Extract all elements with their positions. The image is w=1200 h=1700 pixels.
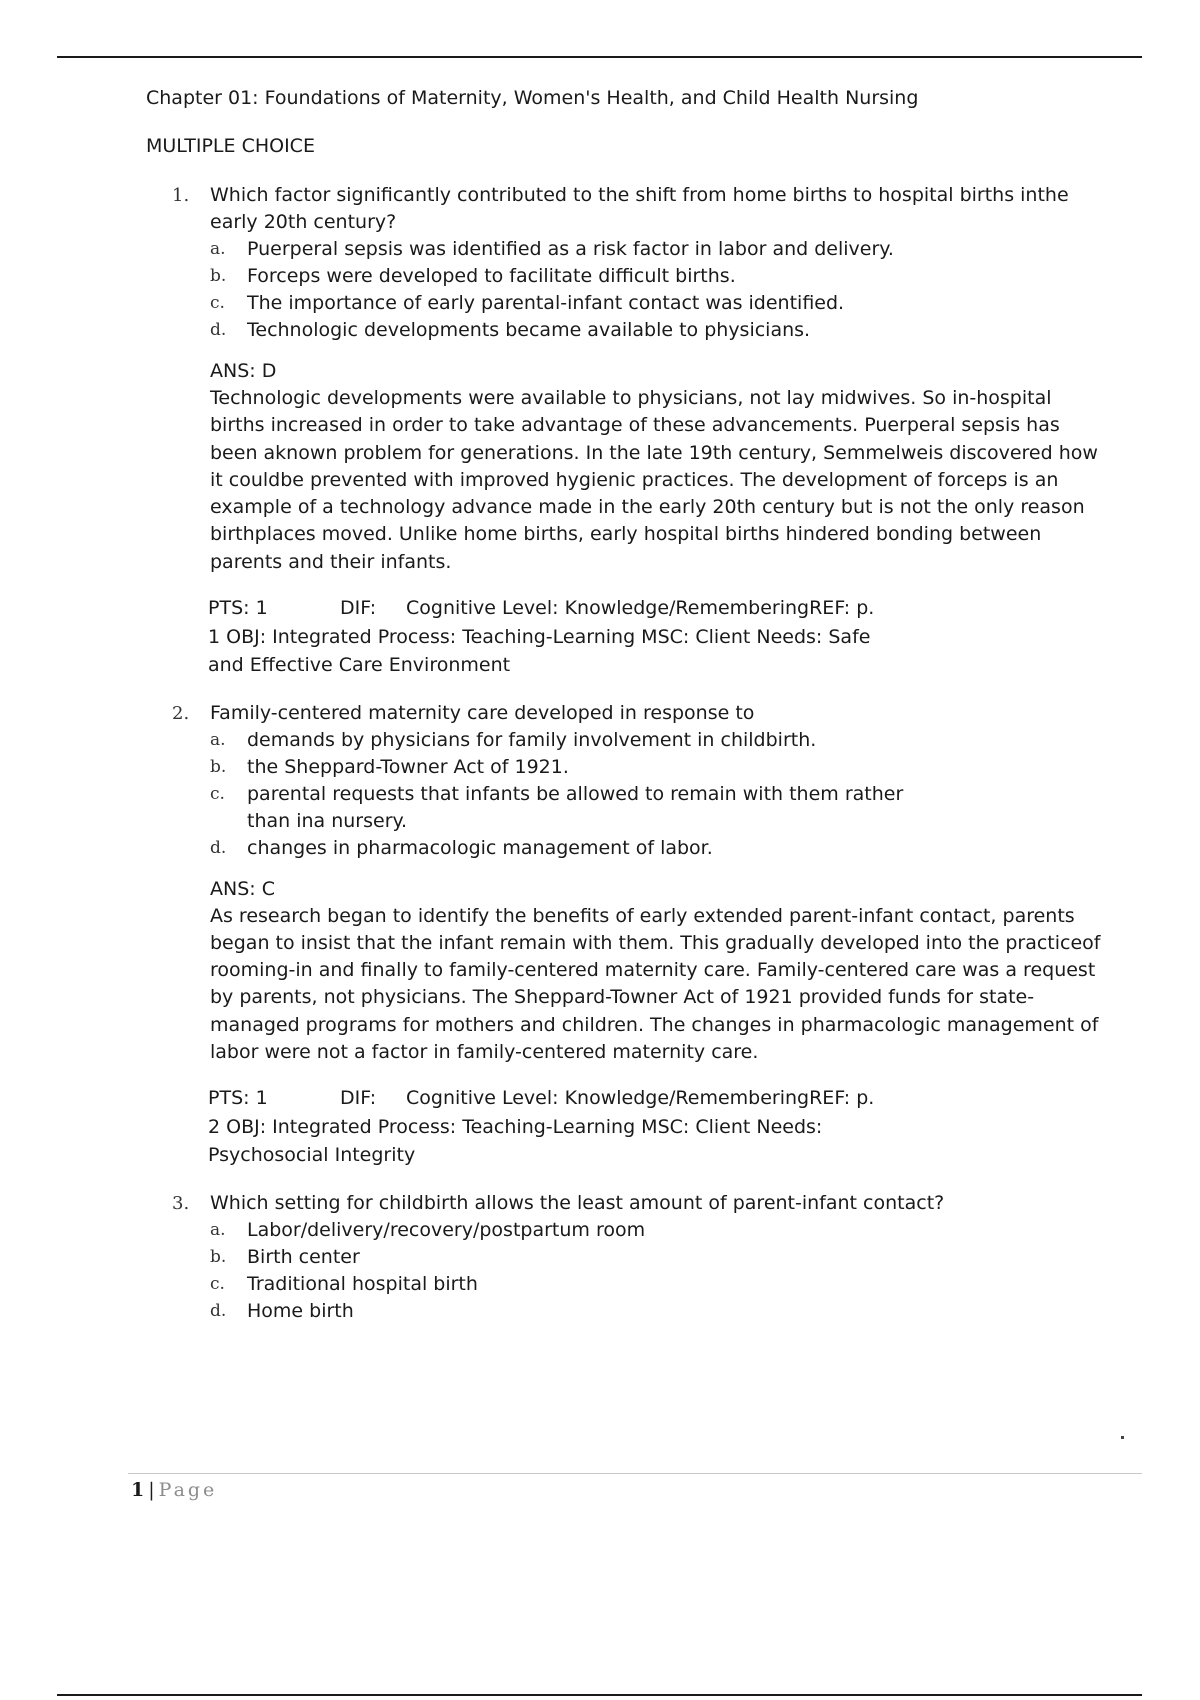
top-rule [57,56,1142,58]
option-b [210,263,947,290]
option-letter: c. [210,1273,225,1294]
option-letter: d. [210,1300,227,1321]
page-separator: | [148,1479,155,1501]
option-b [210,1244,947,1271]
rationale-text: Technologic developments were available to physicians, not lay midwives. So in-hospital births increased in order to take advantage of these advancements. Puerperal sepsis has been aknown problem for generations. In the late 19th century, Semmelweis discovered how it couldbe prevented with improved hygienic practices. The development of forceps is an example of a technology advance made in the early 20th century but is not the only reason birthplaces moved. Unlike home births, early hospital births hindered bonding between parents and their infants. [210,387,1098,573]
meta-cognitive-label: Cognitive Level: [406,1087,559,1110]
meta-points: PTS: 1 [208,1087,268,1110]
meta-cognitive-label: Cognitive Level: [406,597,559,620]
question-2 [146,700,1106,1170]
option-list [210,1217,1106,1325]
option-letter: a. [210,729,226,750]
footer-rule [128,1473,1142,1474]
stray-dot [1121,1436,1124,1439]
option-text: changes in pharmacologic management of labor. [247,836,713,859]
option-b [210,754,947,781]
option-a [210,727,947,754]
option-text: parental requests that infants be allowed to remain with them rather than ina nursery. [247,782,904,832]
page-content [146,84,1106,1325]
option-a [210,236,947,263]
page-footer [131,1478,217,1502]
option-letter: d. [210,320,227,340]
option-letter: b. [210,1246,227,1267]
option-c [210,290,947,317]
bottom-rule [57,1694,1142,1696]
option-text: Traditional hospital birth [247,1272,478,1295]
page-label: Page [158,1479,218,1501]
option-text: The importance of early parental-infant contact was identified. [247,292,845,314]
question-metadata [208,594,888,680]
option-letter: d. [210,837,227,858]
meta-details: Knowledge/RememberingREF: p. 2 OBJ: Integrated Process: Teaching-Learning MSC: Client Needs: Psychosocial Integrity [208,1087,875,1167]
option-text: Puerperal sepsis was identified as a risk factor in labor and delivery. [247,238,894,260]
question-list [146,182,1106,1325]
option-text: Home birth [247,1299,354,1322]
option-list [210,236,1106,344]
answer-key: ANS: C [210,877,275,900]
option-a [210,1217,947,1244]
meta-details: Knowledge/RememberingREF: p. 1 OBJ: Integrated Process: Teaching-Learning MSC: Client Needs: Safe and Effective Care Environment [208,597,875,677]
chapter-title: Chapter 01: Foundations of Maternity, Women's Health, and Child Health Nursing [146,87,919,109]
option-letter: a. [210,239,226,259]
option-text: Birth center [247,1245,360,1268]
option-letter: b. [210,266,227,286]
option-d [210,1298,947,1325]
option-d [210,317,947,344]
option-letter: a. [210,1219,226,1240]
option-c [210,1271,947,1298]
meta-difficulty: DIF: [340,1087,377,1110]
question-metadata [208,1084,888,1170]
option-text: Forceps were developed to facilitate difficult births. [247,265,736,287]
option-d [210,835,947,862]
option-letter: b. [210,756,227,777]
page-number: 1 [131,1479,145,1501]
option-letter: c. [210,783,225,804]
rationale-text: As research began to identify the benefits of early extended parent-infant contact, parents began to insist that the infant remain with them. This gradually developed into the practiceof rooming-in and finally to family-centered maternity care. Family-centered care was a request by parents, not physicians. The Sheppard-Towner Act of 1921 provided funds for state-managed programs for mothers and children. The changes in pharmacologic management of labor were not a factor in family-centered maternity care. [210,904,1101,1064]
question-number: 3. [172,1192,190,1214]
answer-key: ANS: D [210,360,277,382]
question-stem: Which factor significantly contributed to the shift from home births to hospital births inthe early 20th century? [210,184,1069,233]
option-text: the Sheppard-Towner Act of 1921. [247,755,569,778]
question-1 [146,182,1106,680]
question-stem: Family-centered maternity care developed in response to [210,701,755,724]
option-c [210,781,947,835]
question-number: 2. [172,702,190,724]
section-title: MULTIPLE CHOICE [146,135,315,157]
option-text: Labor/delivery/recovery/postpartum room [247,1218,646,1241]
meta-difficulty: DIF: [340,597,377,620]
meta-points: PTS: 1 [208,597,268,620]
question-stem: Which setting for childbirth allows the least amount of parent-infant contact? [210,1191,945,1214]
option-letter: c. [210,293,225,313]
question-number: 1. [172,185,190,206]
option-list [210,727,1106,862]
option-text: Technologic developments became available to physicians. [247,319,811,341]
option-text: demands by physicians for family involvement in childbirth. [247,728,817,751]
question-3 [146,1190,1106,1325]
